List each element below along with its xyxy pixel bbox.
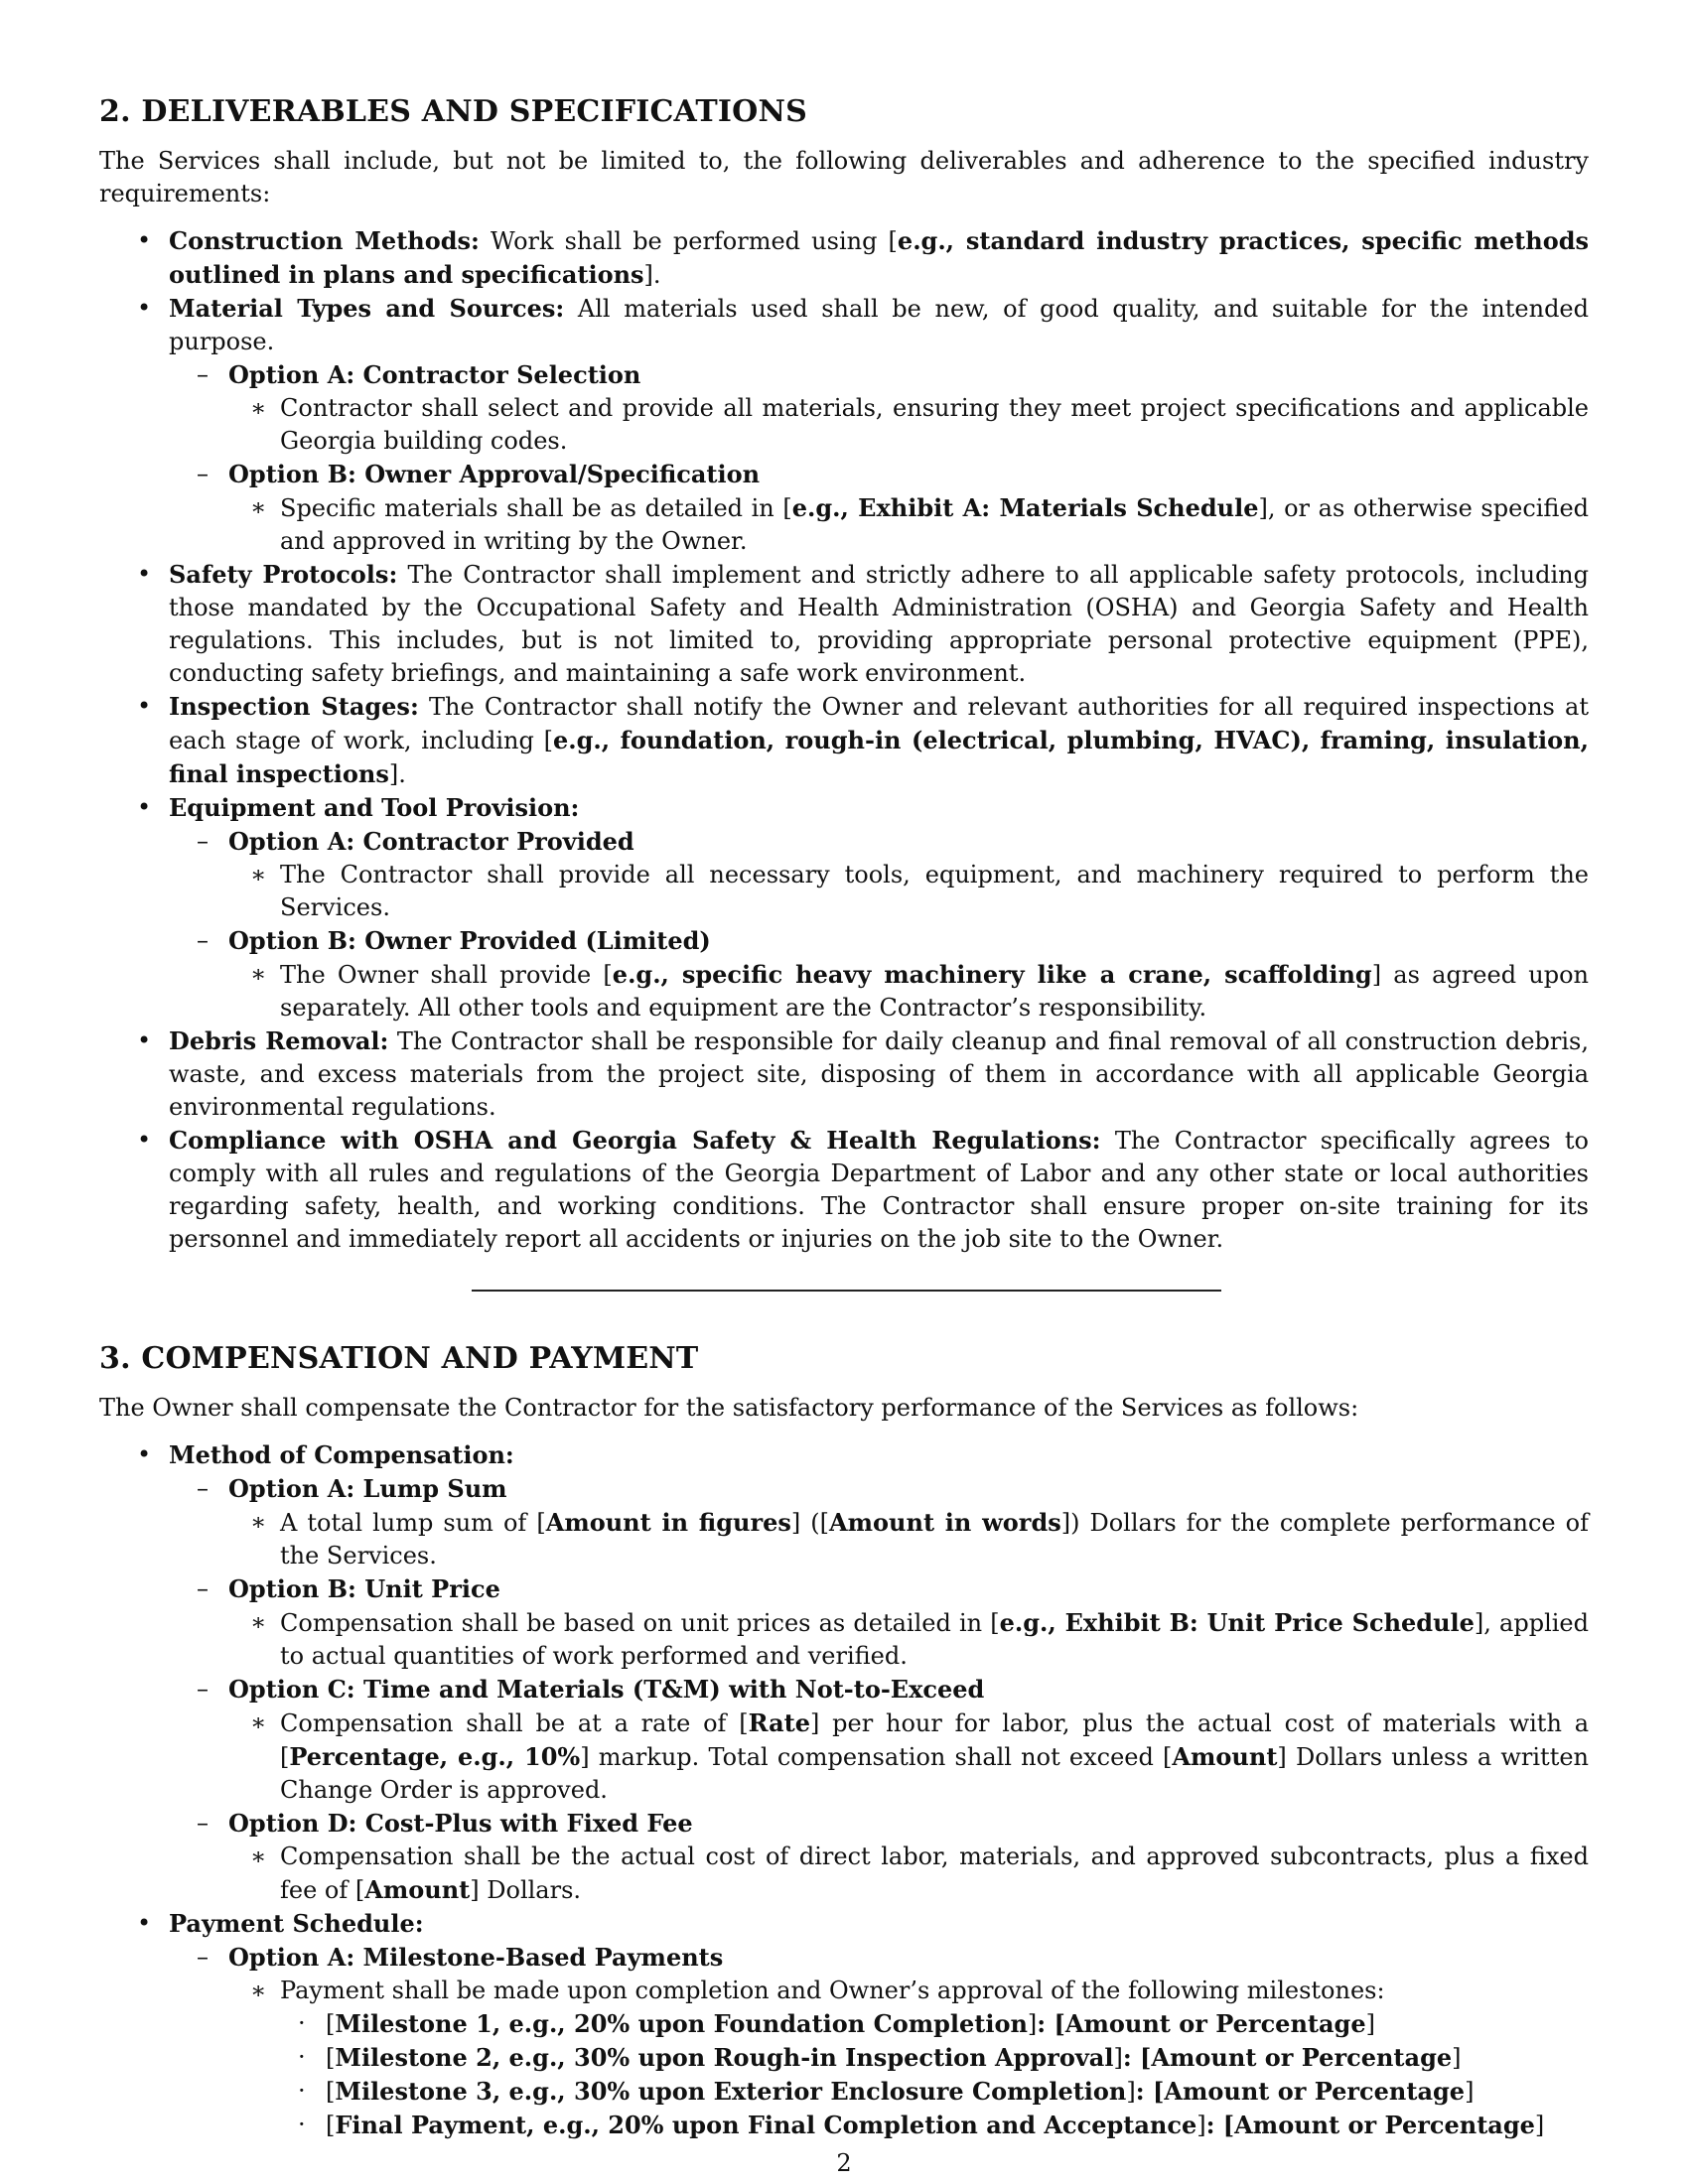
dash-icon: – [197,1675,209,1703]
dash-icon: – [197,827,209,855]
list-item-safety-protocols: • Safety Protocols: The Contractor shall implement and strictly adhere to all applicable safety protocols, including those mandated by the Occupational Safety and Health Administration (OSHA) and Georgia Safety and Health regulations. This includes, but is not limited to, providing appropriate personal protective equipment (PPE), conducting safety briefings, and maintaining a safe work environment. [137,560,1589,687]
dash-icon: – [197,360,209,388]
dash-icon: – [197,460,209,487]
asterisk-icon: ∗ [250,861,267,888]
section-2-intro: The Services shall include, but not be limited to, the following deliverables and adherence to the specified industry requirements: [99,147,1589,207]
dot-icon: · [298,2077,306,2105]
sub-item-equipment-option-a: – Option A: Contractor Provided [197,827,634,856]
asterisk-icon: ∗ [250,1508,267,1536]
subsub-item-cost-plus: ∗ Compensation shall be the actual cost of direct labor, materials, and approved subcontracts, plus a fixed fee of [Amount] Dollars. [250,1843,1589,1904]
sub-item-cost-plus: – Option D: Cost-Plus with Fixed Fee [197,1809,693,1838]
bullet-icon: • [137,692,152,720]
dash-icon: – [197,1574,209,1602]
sub-item-lump-sum: – Option A: Lump Sum [197,1474,507,1503]
dot-icon: · [298,2111,306,2138]
list-item-inspection-stages: • Inspection Stages: The Contractor shall notify the Owner and relevant authorities for all required inspections at each stage of work, including [e.g., foundation, rough-in (electrical, plumbing, HVAC), framing, insulation, final inspections]. [137,692,1589,788]
bullet-icon: • [137,1440,152,1468]
asterisk-icon: ∗ [250,1977,267,2004]
list-item-compliance: • Compliance with OSHA and Georgia Safety & Health Regulations: The Contractor specifically agrees to comply with all rules and regulations of the Georgia Department of Labor and any other state or local authorities regarding safety, health, and working conditions. The Contractor shall ensure proper on-site training for its personnel and immediately report all accidents or injuries on the job site to the Owner. [137,1126,1589,1253]
bullet-icon: • [137,1026,152,1054]
list-item-material-types: • Material Types and Sources: All materials used shall be new, of good quality, and suitable for the intended purpose. [137,294,1589,355]
subsub-item-equipment-option-a: ∗ The Contractor shall provide all necessary tools, equipment, and machinery required to perform the Services. [250,861,1589,921]
list-item-payment-schedule: • Payment Schedule: [137,1909,424,1938]
milestone-item: · [Milestone 3, e.g., 30% upon Exterior Enclosure Completion]: [Amount or Percentage] [298,2077,1475,2106]
bullet-icon: • [137,560,152,588]
sub-item-materials-option-a: – Option A: Contractor Selection [197,360,641,389]
subsub-item-time-and-materials: ∗ Compensation shall be at a rate of [Rate] per hour for labor, plus the actual cost of materials with a [Percentage, e.g., 10%] markup. Total compensation shall not exceed [Amount] Dollars unless a written Change Order is approved. [250,1708,1589,1804]
sub-item-time-and-materials: – Option C: Time and Materials (T&M) with Not-to-Exceed [197,1675,985,1704]
subsub-item-milestone-payments: ∗ Payment shall be made upon completion and Owner’s approval of the following milestones: [99,1975,1589,2007]
sub-item-materials-option-b: – Option B: Owner Approval/Specification [197,460,761,488]
section-divider [472,1290,1221,1292]
section-3-intro: The Owner shall compensate the Contractor for the satisfactory performance of the Services as follows: [99,1394,1359,1422]
dash-icon: – [197,1943,209,1971]
subsub-item-materials-option-b: ∗ Specific materials shall be as detailed in [e.g., Exhibit A: Materials Schedule], or as otherwise specified and approved in writing by the Owner. [250,493,1590,555]
asterisk-icon: ∗ [250,493,267,521]
document-page [99,94,1589,2142]
asterisk-icon: ∗ [250,394,267,422]
section-3-heading: 3. COMPENSATION AND PAYMENT [99,1341,699,1376]
asterisk-icon: ∗ [250,1708,267,1736]
asterisk-icon: ∗ [250,960,267,988]
bullet-icon: • [137,1126,152,1154]
list-item-method-of-compensation: • Method of Compensation: [137,1440,514,1469]
dash-icon: – [197,1474,209,1502]
sub-item-milestone-payments: – Option A: Milestone-Based Payments [197,1943,724,1972]
sub-item-equipment-option-b: – Option B: Owner Provided (Limited) [197,926,711,955]
section-3-list [99,1438,1589,2142]
bullet-icon: • [137,793,152,821]
asterisk-icon: ∗ [250,1843,267,1870]
milestone-item: · [Milestone 2, e.g., 30% upon Rough-in Inspection Approval]: [Amount or Percentage] [298,2043,1462,2072]
page-number: 2 [836,2149,852,2177]
subsub-item-unit-price: ∗ Compensation shall be based on unit prices as detailed in [e.g., Exhibit B: Unit Price Schedule], applied to actual quantities of work performed and verified. [250,1608,1589,1670]
list-item-equipment: • Equipment and Tool Provision: [137,793,580,822]
list-item-debris-removal: • Debris Removal: The Contractor shall be responsible for daily cleanup and final removal of all construction debris, waste, and excess materials from the project site, disposing of them in accordance with all applicable Georgia environmental regulations. [137,1026,1589,1121]
list-item-construction-methods: • Construction Methods: Work shall be performed using [e.g., standard industry practices, specific methods outlined in plans and specifications]. [137,226,1589,289]
sub-item-unit-price: – Option B: Unit Price [197,1574,500,1603]
section-2-list [99,224,1589,1256]
subsub-item-lump-sum: ∗ A total lump sum of [Amount in figures] ([Amount in words]) Dollars for the complete performance of the Services. [250,1508,1589,1570]
subsub-item-equipment-option-b: ∗ The Owner shall provide [e.g., specific heavy machinery like a crane, scaffolding] as agreed upon separately. All other tools and equipment are the Contractor’s responsibility. [250,960,1589,1022]
dot-icon: · [298,2043,306,2071]
bullet-icon: • [137,1909,152,1937]
subsub-item-materials-option-a: ∗ Contractor shall select and provide all materials, ensuring they meet project specifications and applicable Georgia building codes. [250,394,1589,455]
bullet-icon: • [137,294,152,322]
dash-icon: – [197,1809,209,1837]
dash-icon: – [197,926,209,954]
bullet-icon: • [137,226,152,254]
milestone-item: · [Final Payment, e.g., 20% upon Final Completion and Acceptance]: [Amount or Percentage] [298,2111,1545,2139]
dot-icon: · [298,2009,306,2037]
asterisk-icon: ∗ [250,1608,267,1636]
section-2-heading: 2. DELIVERABLES AND SPECIFICATIONS [99,94,807,129]
milestone-item: · [Milestone 1, e.g., 20% upon Foundation Completion]: [Amount or Percentage] [298,2009,1375,2038]
